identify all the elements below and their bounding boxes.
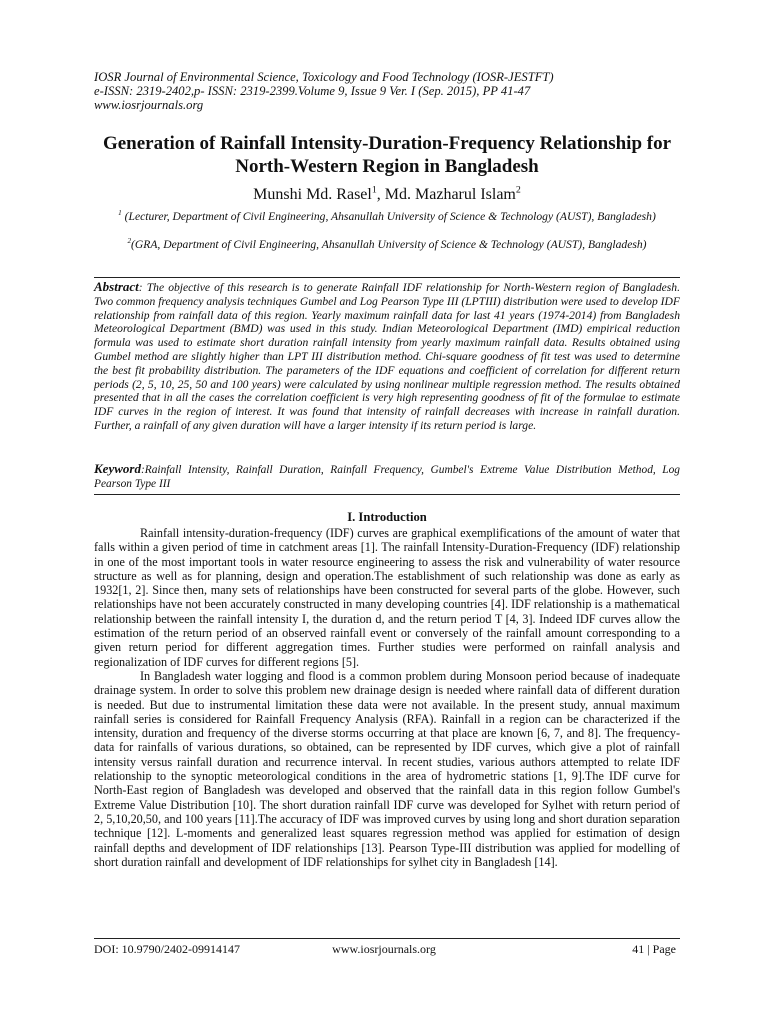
abstract-top-rule (94, 277, 680, 278)
footer-website: www.iosrjournals.org (332, 942, 436, 956)
author-list (94, 185, 680, 205)
abstract-text: : The objective of this research is to generate Rainfall IDF relationship for North-Western region of Bangladesh. Two common frequency analysis techniques Gumbel and Log Pearson Type III (LPTIII) distribution were used to develop IDF relationship from rainfall data of this region. Yearly maximum rainfall data for last 41 years (1974-2014) from Bangladesh Meteorological Department (BMD) was used in this study. Indian Meteorological Department (IMD) empirical reduction formula was used to estimate short duration rainfall intensity from yearly maximum rainfall data. Results obtained using Gumbel method are slightly higher than LPT III distribution method. Chi-square goodness of fit test was used to determine the best fit probability distribution. The parameters of the IDF equations and coefficient of correlation for different return periods (2, 5, 10, 25, 50 and 100 years) were calculated by using nonlinear multiple regression method. The results obtained presented that in all the cases the correlation coefficient is very high representing goodness of fit of the formulae to estimate IDF curves in the region of interest. It was found that intensity of rainfall decreases with increase in rainfall duration. Further, a rainfall of any given duration will have a larger intensity if its return period is large. (94, 281, 680, 432)
footer-page-number: 41 | Page (632, 942, 676, 956)
abstract-label: Abstract (94, 279, 139, 294)
footer-rule (94, 938, 680, 939)
author-1: Munshi Md. Rasel (253, 186, 372, 203)
abstract (94, 280, 680, 433)
affiliation-2-text: (GRA, Department of Civil Engineering, Ahsanullah University of Science & Technology (AUST), Bangladesh) (131, 238, 647, 251)
journal-name: IOSR Journal of Environmental Science, Toxicology and Food Technology (IOSR-JESTFT) (94, 70, 554, 84)
affiliation-2 (94, 238, 680, 252)
keywords (94, 462, 680, 491)
paper-title: Generation of Rainfall Intensity-Duration-Frequency Relationship for North-Western Region in Bangladesh (102, 133, 672, 177)
affiliation-1-mark: 1 (118, 209, 122, 218)
journal-website: www.iosrjournals.org (94, 98, 204, 112)
keywords-text: :Rainfall Intensity, Rainfall Duration, Rainfall Frequency, Gumbel's Extreme Value Distribution Method, Log Pearson Type III (94, 464, 680, 490)
affiliation-1-text: (Lecturer, Department of Civil Engineering, Ahsanullah University of Science & Technology (AUST), Bangladesh) (121, 210, 656, 223)
affiliation-1 (94, 210, 680, 224)
author-2-affiliation-mark: 2 (515, 184, 521, 196)
section-heading: I. Introduction (347, 510, 427, 524)
body-text (94, 526, 680, 869)
author-2: Md. Mazharul Islam (384, 186, 516, 203)
journal-issn: e-ISSN: 2319-2402,p- ISSN: 2319-2399.Volume 9, Issue 9 Ver. I (Sep. 2015), PP 41-47 (94, 84, 531, 98)
author-1-affiliation-mark: 1 (371, 184, 377, 196)
abstract-bottom-rule (94, 494, 680, 495)
footer-doi: DOI: 10.9790/2402-09914147 (94, 942, 240, 956)
paragraph-2: In Bangladesh water logging and flood is a common problem during Monsoon period because of inadequate drainage system. In order to solve this problem new drainage design is needed where rainfall data of different duration is needed. But due to instrumental limitation these data were not available. In the present study, annual maximum rainfall series is considered for Rainfall Frequency Analysis (RFA). Rainfall in a region can be characterized if the intensity, duration and frequency of the diverse storms occurring at that place are known [6, 7, and 8]. The frequency-data for rainfalls of various durations, so obtained, can be represented by IDF curves, which give a plot of rainfall intensity versus rainfall duration and recurrence interval. In recent studies, various authors attempted to relate IDF relationship to the synoptic meteorological conditions in the area of hydrometric stations [1, 9].The IDF curve for North-East region of Bangladesh was developed and observed that the rainfall data in this region follow Gumbel's Extreme Value Distribution [10]. The short duration rainfall IDF curve was developed for Sylhet with return period of 2, 5,10,20,50, and 100 years [11].The accuracy of IDF was improved curves by using long and short duration separation technique [12]. L-moments and generalized least squares regression method was applied for estimation of design rainfall depths and development of IDF relationships [13]. Pearson Type-III distribution was applied for modelling of short duration rainfall and development of IDF relationships for sylhet city in Bangladesh [14]. (94, 668, 680, 869)
keywords-label: Keyword (94, 461, 141, 476)
author-separator: , (376, 186, 385, 203)
affiliation-2-mark: 2 (127, 237, 132, 246)
paragraph-1: Rainfall intensity-duration-frequency (IDF) curves are graphical exemplifications of the amount of water that falls within a given period of time in catchment areas [1]. The rainfall Intensity-Duration-Frequency (IDF) relationship in one of the most important tools in water resource engineering to assess the risk and vulnerability of water resource structure as well as for planning, design and operation.The establishment of such relationship was done as early as 1932[1, 2]. Since then, many sets of relationships have been constructed for several parts of the globe. However, such relationships have not been accurately constructed in many developing countries [4]. IDF relationship is a mathematical relationship between the rainfall intensity I, the duration d, and the return period T [4, 3]. Indeed IDF curves allow the estimation of the return period of an observed rainfall event or conversely of the rainfall amount corresponding to a given return period for different aggregation times. Further studies were performed on rainfall analysis and regionalization of IDF curves for different regions [5]. (94, 526, 680, 669)
